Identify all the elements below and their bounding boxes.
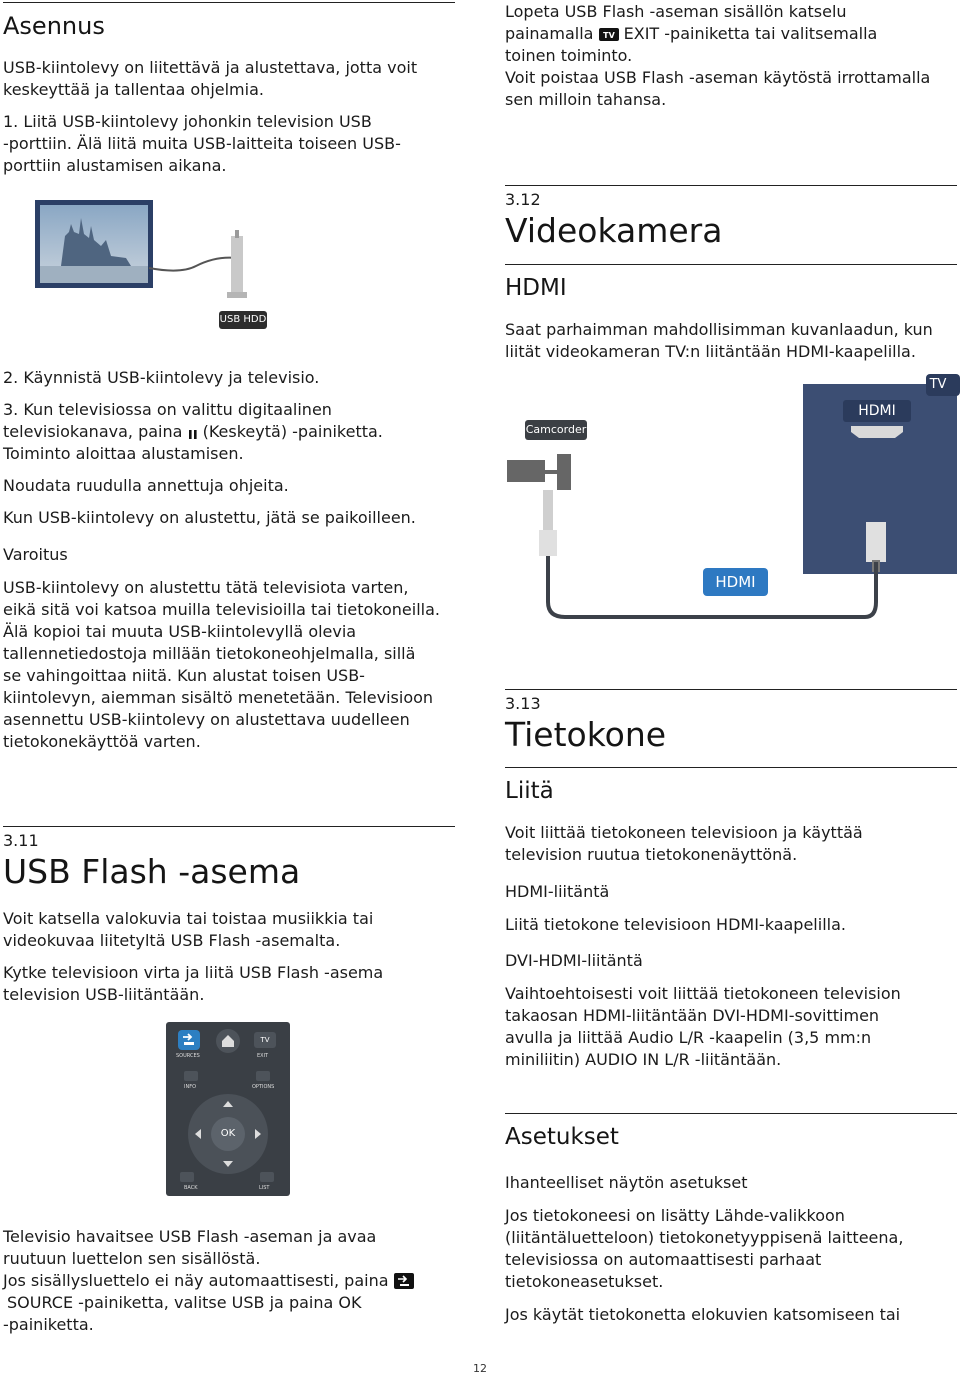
- navigation-ring: [188, 1094, 268, 1174]
- dvi-line: takaosan HDMI-liitäntään DVI-HDMI-sovittimen: [505, 1006, 880, 1025]
- camcorder-label: Camcorder: [525, 423, 587, 436]
- usb-stop-line2-post: EXIT -painiketta tai valitsemalla: [623, 24, 878, 43]
- detect-line1: Televisio havaitsee USB Flash -aseman ja avaa: [3, 1227, 377, 1246]
- sec311-p2-line1: Kytke televisioon virta ja liitä USB Flash -asema: [3, 963, 384, 982]
- hdmi-text-line2: liität videokameran TV:n liitäntään HDMI-kaapelilla.: [505, 342, 916, 361]
- section-title: Videokamera: [505, 211, 723, 250]
- step3-line3: Toiminto aloittaa alustamisen.: [3, 444, 244, 463]
- usb-hdd-device: [231, 236, 243, 298]
- hdmi-title: HDMI: [505, 275, 567, 301]
- dvi-line: miniliitin) AUDIO IN L/R -liitäntään.: [505, 1050, 782, 1069]
- usb-remove-line2: sen milloin tahansa.: [505, 90, 667, 109]
- section-rule: [3, 826, 455, 827]
- liita-line2: television ruutua tietokonenäyttönä.: [505, 845, 798, 864]
- ideal-line: tietokoneasetukset.: [505, 1272, 664, 1291]
- hdmi-connection-title: HDMI-liitäntä: [505, 882, 610, 901]
- subsection-rule: [505, 264, 957, 265]
- home-icon: [216, 1029, 240, 1053]
- page-number: 12: [473, 1362, 487, 1375]
- hdmi-port-label: HDMI: [858, 403, 896, 419]
- camcorder-device: [507, 454, 571, 490]
- options-button: [256, 1071, 270, 1081]
- warning-line: tallennetiedostoja millään tietokoneohjelmalla, sillä: [3, 644, 416, 663]
- source-icon: [394, 1273, 414, 1295]
- section-number: 3.12: [505, 190, 541, 209]
- back-label: BACK: [184, 1185, 198, 1191]
- options-label: OPTIONS: [252, 1084, 275, 1090]
- movie-text: Jos käytät tietokonetta elokuvien katsomiseen tai: [505, 1305, 901, 1324]
- list-label: LIST: [259, 1185, 270, 1191]
- ok-button: OK: [211, 1117, 245, 1151]
- exit-label: EXIT: [257, 1053, 269, 1059]
- usb-hdd-label: USB HDD: [219, 314, 267, 325]
- back-button: [180, 1172, 194, 1182]
- step1-line3: porttiin alustamisen aikana.: [3, 156, 227, 175]
- usb-remove-line1: Voit poistaa USB Flash -aseman käytöstä irrottamalla: [505, 68, 931, 87]
- step1-line1: 1. Liitä USB-kiintolevy johonkin television USB: [3, 112, 372, 131]
- warning-line: asennettu USB-kiintolevy on alustettava uudelleen: [3, 710, 410, 729]
- leave-connected: Kun USB-kiintolevy on alustettu, jätä se paikoilleen.: [3, 508, 416, 527]
- step1-line2: -porttiin. Älä liitä muita USB-laitteita toiseen USB-: [3, 134, 401, 153]
- warning-line: se vahingoittaa niitä. Kun alustat toisen USB-: [3, 666, 365, 685]
- info-label: INFO: [184, 1084, 197, 1090]
- step3-line2-pre: televisiokanava, paina: [3, 422, 183, 441]
- liita-line1: Voit liittää tietokoneen televisioon ja käyttää: [505, 823, 863, 842]
- detect-line2: ruutuun luettelon sen sisällöstä.: [3, 1249, 261, 1268]
- hdmi-port: [851, 426, 903, 438]
- ideal-line: televisiossa on automaattisesti parhaat: [505, 1250, 822, 1269]
- step3-line1: 3. Kun televisiossa on valittu digitaalinen: [3, 400, 332, 419]
- info-button: [184, 1071, 198, 1081]
- liita-title: Liitä: [505, 778, 554, 804]
- sources-button: [178, 1030, 200, 1050]
- asennus-intro-2: keskeyttää ja tallentaa ohjelmia.: [3, 80, 264, 99]
- tv-label: TV: [929, 377, 947, 392]
- tv-usb-hdd-illustration: [31, 196, 271, 332]
- follow-instructions: Noudata ruudulla annettuja ohjeita.: [3, 476, 289, 495]
- asennus-intro-1: USB-kiintolevy on liitettävä ja alustettava, jotta voit: [3, 58, 418, 77]
- step3-line2-post: (Keskeytä) -painiketta.: [202, 422, 383, 441]
- sources-label: SOURCES: [176, 1053, 200, 1059]
- section-rule: [505, 185, 957, 186]
- detect2-line3: -painiketta.: [3, 1315, 94, 1334]
- tv-exit-button: TV: [254, 1032, 276, 1048]
- warning-line: USB-kiintolevy on alustettu tätä televisiota varten,: [3, 578, 409, 597]
- step2: 2. Käynnistä USB-kiintolevy ja televisio.: [3, 368, 320, 387]
- sec311-p2-line2: television USB-liitäntään.: [3, 985, 205, 1004]
- detect2-line1-text: Jos sisällysluettelo ei näy automaattisesti, paina: [3, 1271, 389, 1290]
- warning-line: eikä sitä voi katsoa muilla televisioilla tai tietokoneilla.: [3, 600, 440, 619]
- section-number: 3.13: [505, 694, 541, 713]
- usb-stop-line1: Lopeta USB Flash -aseman sisällön katselu: [505, 2, 847, 21]
- list-button: [260, 1172, 274, 1182]
- asetukset-title: Asetukset: [505, 1124, 619, 1150]
- sec311-p1-line2: videokuvaa liitetyltä USB Flash -asemalta.: [3, 931, 341, 950]
- sec311-p1-line1: Voit katsella valokuvia tai toistaa musiikkia tai: [3, 909, 374, 928]
- warning-line: Älä kopioi tai muuta USB-kiintolevyllä olevia: [3, 622, 357, 641]
- section-rule: [505, 689, 957, 690]
- dvi-title: DVI-HDMI-liitäntä: [505, 951, 643, 970]
- home-button: [216, 1029, 240, 1053]
- section-rule: [3, 2, 455, 3]
- subsection-rule: [505, 1113, 957, 1114]
- ideal-line: Jos tietokoneesi on lisätty Lähde-valikkoon: [505, 1206, 845, 1225]
- warning-line: tietokonekäyttöä varten.: [3, 732, 201, 751]
- subsection-rule: [505, 767, 957, 768]
- source-icon: [178, 1030, 200, 1050]
- dvi-line: avulla ja liittää Audio L/R -kaapelin (3,5 mm:n: [505, 1028, 872, 1047]
- hdmi-connection-text: Liitä tietokone televisioon HDMI-kaapelilla.: [505, 915, 846, 934]
- ideal-line: (liitäntäluetteloon) tietokonetyyppisenä laitteena,: [505, 1228, 904, 1247]
- ideal-settings-title: Ihanteelliset näytön asetukset: [505, 1173, 748, 1192]
- usb-stop-line3: toinen toiminto.: [505, 46, 633, 65]
- warning-title: Varoitus: [3, 545, 68, 564]
- section-title: USB Flash -asema: [3, 852, 301, 891]
- section-number: 3.11: [3, 831, 39, 850]
- section-title: Tietokone: [505, 715, 667, 754]
- warning-line: kiintolevyn, aiemman sisältö menetetään. Televisioon: [3, 688, 434, 707]
- detect2-line2: SOURCE -painiketta, valitse USB ja paina OK: [7, 1293, 362, 1312]
- dvi-line: Vaihtoehtoisesti voit liittää tietokoneen television: [505, 984, 901, 1003]
- hdmi-cable-label: HDMI: [715, 573, 756, 591]
- usb-stop-line2-pre: painamalla: [505, 24, 594, 43]
- hdmi-text-line1: Saat parhaimman mahdollisimman kuvanlaadun, kun: [505, 320, 933, 339]
- svg-text:TV: TV: [602, 31, 615, 40]
- remote-control-illustration: [166, 1022, 290, 1196]
- asennus-title: Asennus: [3, 12, 105, 40]
